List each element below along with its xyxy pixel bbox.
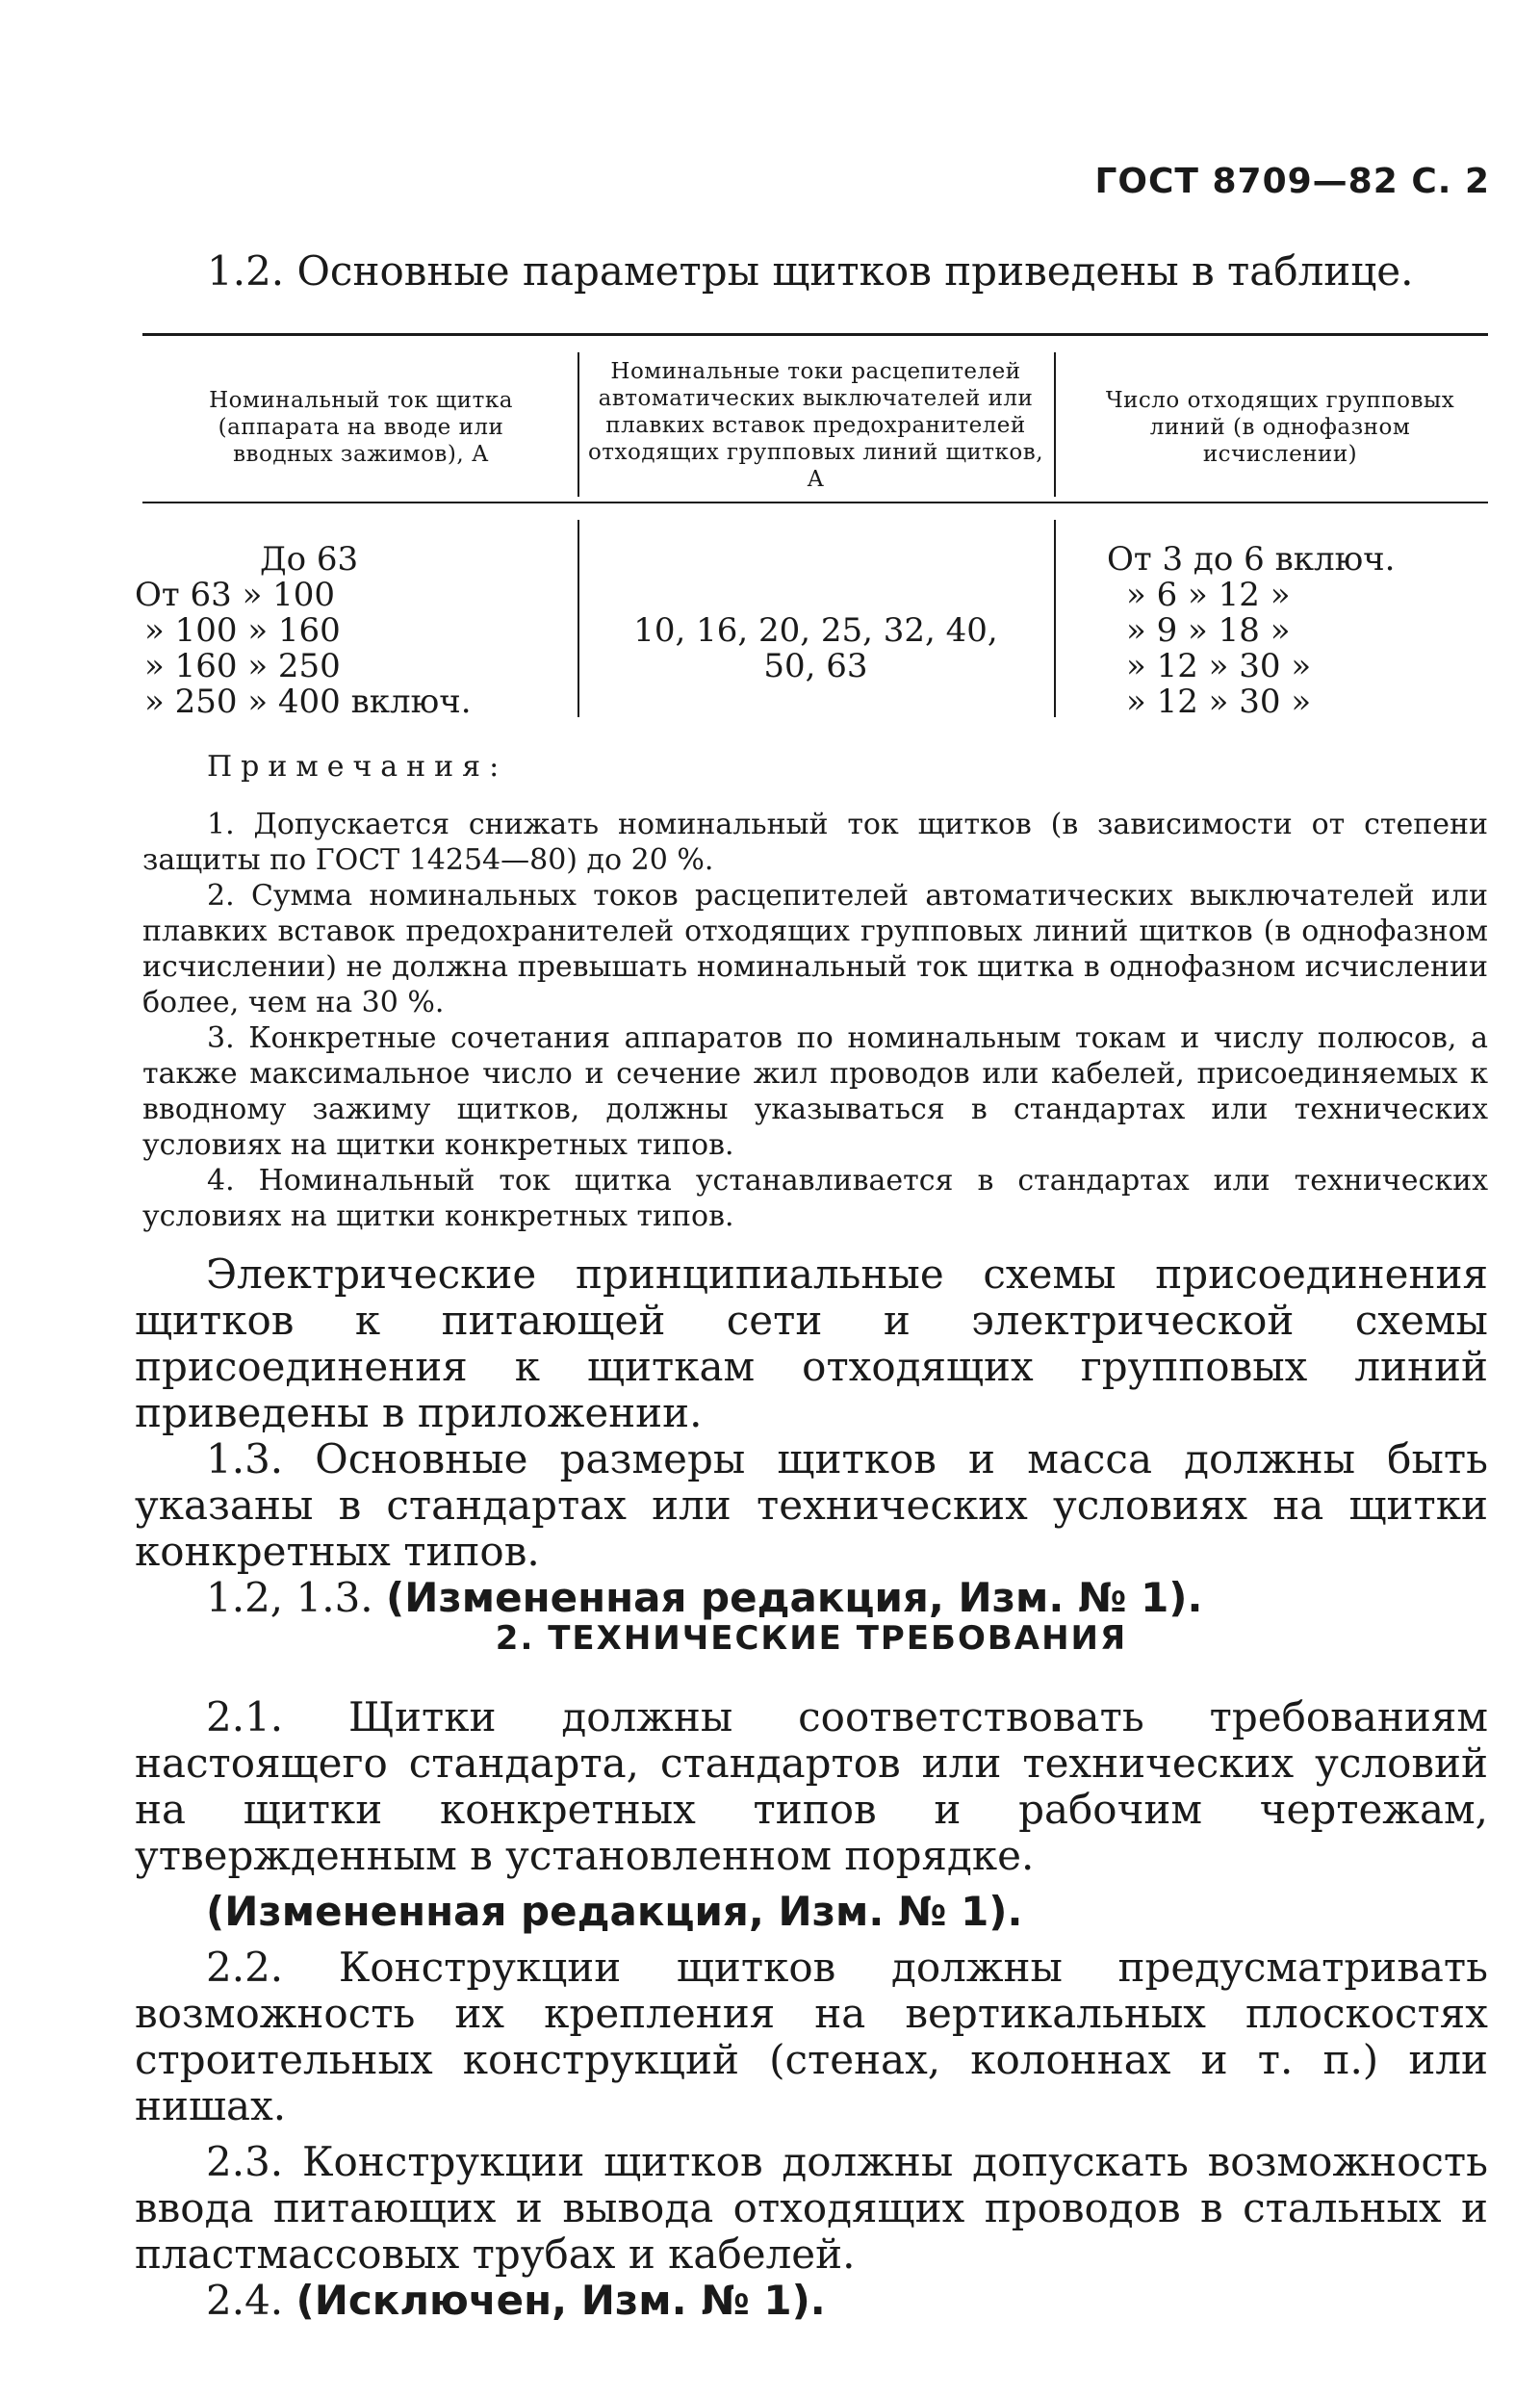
table-cell: 50, 63	[763, 647, 868, 685]
table-divider-2	[1054, 352, 1056, 497]
table-cell: » 160 » 250	[144, 647, 341, 685]
table-top-rule	[142, 333, 1488, 336]
section-2-text	[135, 1694, 1488, 2324]
table-cell: » 12 » 30 »	[1126, 647, 1312, 685]
table-divider-3	[578, 520, 579, 717]
table-header-rule	[142, 502, 1488, 503]
amendment-ref: 1.2, 1.3.	[206, 1574, 386, 1621]
table-cell: » 6 » 12 »	[1126, 576, 1291, 614]
table-divider-1	[578, 352, 579, 497]
section-heading: 2. ТЕХНИЧЕСКИЕ ТРЕБОВАНИЯ	[495, 1619, 1128, 1658]
paragraph-2-4-ref: 2.4.	[206, 2277, 296, 2324]
table-cell: От 3 до 6 включ.	[1107, 540, 1396, 579]
paragraph-2-1: 2.1. Щитки должны соответствовать требованиям настоящего стандарта, стандартов или технических условий на щитки конкретных типов и рабочим чертежам, утвержденным в установленном порядке.	[135, 1693, 1488, 1879]
table-column-current	[135, 542, 568, 720]
note-item: 3. Конкретные сочетания аппаратов по номинальным токам и числу полюсов, а также максимальное число и сечение жил проводов или кабелей, присоединяемых к вводному зажиму щитков, должны указываться в стандартах или технических условиях на щитки конкретных типов.	[142, 1021, 1488, 1162]
notes-title: Примечания:	[207, 750, 508, 784]
paragraph-2-3: 2.3. Конструкции щитков должны допускать возможность ввода питающих и вывода отходящих проводов в стальных и пластмассовых трубах и кабелей.	[135, 2138, 1488, 2278]
table-header-releases: Номинальные токи расцепителей автоматических выключателей или плавких вставок предохранителей отходящих групповых линий щитков, А	[587, 359, 1044, 492]
table-cell: » 100 » 160	[144, 611, 341, 650]
amendment-2-1: (Измененная редакция, Изм. № 1).	[206, 1888, 1023, 1935]
main-text-block	[135, 1251, 1488, 1621]
table-cell: » 12 » 30 »	[1126, 683, 1312, 721]
amendment-note: (Измененная редакция, Изм. № 1).	[386, 1574, 1203, 1621]
table-cell: 10, 16, 20, 25, 32, 40,	[633, 611, 998, 650]
amendment-1-2	[135, 1575, 1488, 1621]
paragraph-2-4	[135, 2278, 1488, 2324]
page-header: ГОСТ 8709—82 С. 2	[1094, 162, 1490, 201]
table-header-lines: Число отходящих групповых линий (в однофазном исчислении)	[1105, 388, 1455, 467]
table-column-lines	[1107, 542, 1492, 720]
table-intro: 1.2. Основные параметры щитков приведены в таблице.	[207, 247, 1414, 295]
paragraph-1-3: 1.3. Основные размеры щитков и масса должны быть указаны в стандартах или технических условиях на щитки конкретных типов.	[135, 1435, 1488, 1575]
table-column-releases	[587, 613, 1044, 684]
table-cell: До 63	[260, 540, 359, 579]
note-item: 4. Номинальный ток щитка устанавливается в стандартах или технических условиях на щитки конкретных типов.	[142, 1164, 1488, 1233]
note-item: 2. Сумма номинальных токов расцепителей автоматических выключателей или плавких вставок предохранителей отходящих групповых линий щитков (в однофазном исчислении) не должна превышать номинальный ток щитка в однофазном исчислении более, чем на 30 %.	[142, 879, 1488, 1019]
table-cell: » 250 » 400 включ.	[144, 683, 472, 721]
paragraph-schemes: Электрические принципиальные схемы присоединения щитков к питающей сети и электрической схемы присоединения к щиткам отходящих групповых линий приведены в приложении.	[135, 1250, 1488, 1436]
table-cell: » 9 » 18 »	[1126, 611, 1291, 650]
notes-list	[142, 807, 1488, 1234]
table-cell: От 63 » 100	[135, 576, 336, 614]
table-divider-4	[1054, 520, 1056, 717]
table-header-current: Номинальный ток щитка (аппарата на вводе или вводных зажимов), А	[209, 388, 513, 467]
note-item: 1. Допускается снижать номинальный ток щитков (в зависимости от степени защиты по ГОСТ 14254—80) до 20 %.	[142, 808, 1488, 877]
paragraph-2-4-note: (Исключен, Изм. № 1).	[295, 2277, 826, 2324]
paragraph-2-2: 2.2. Конструкции щитков должны предусматривать возможность их крепления на вертикальных плоскостях строительных конструкций (стенах, колоннах и т. п.) или нишах.	[135, 1944, 1488, 2129]
